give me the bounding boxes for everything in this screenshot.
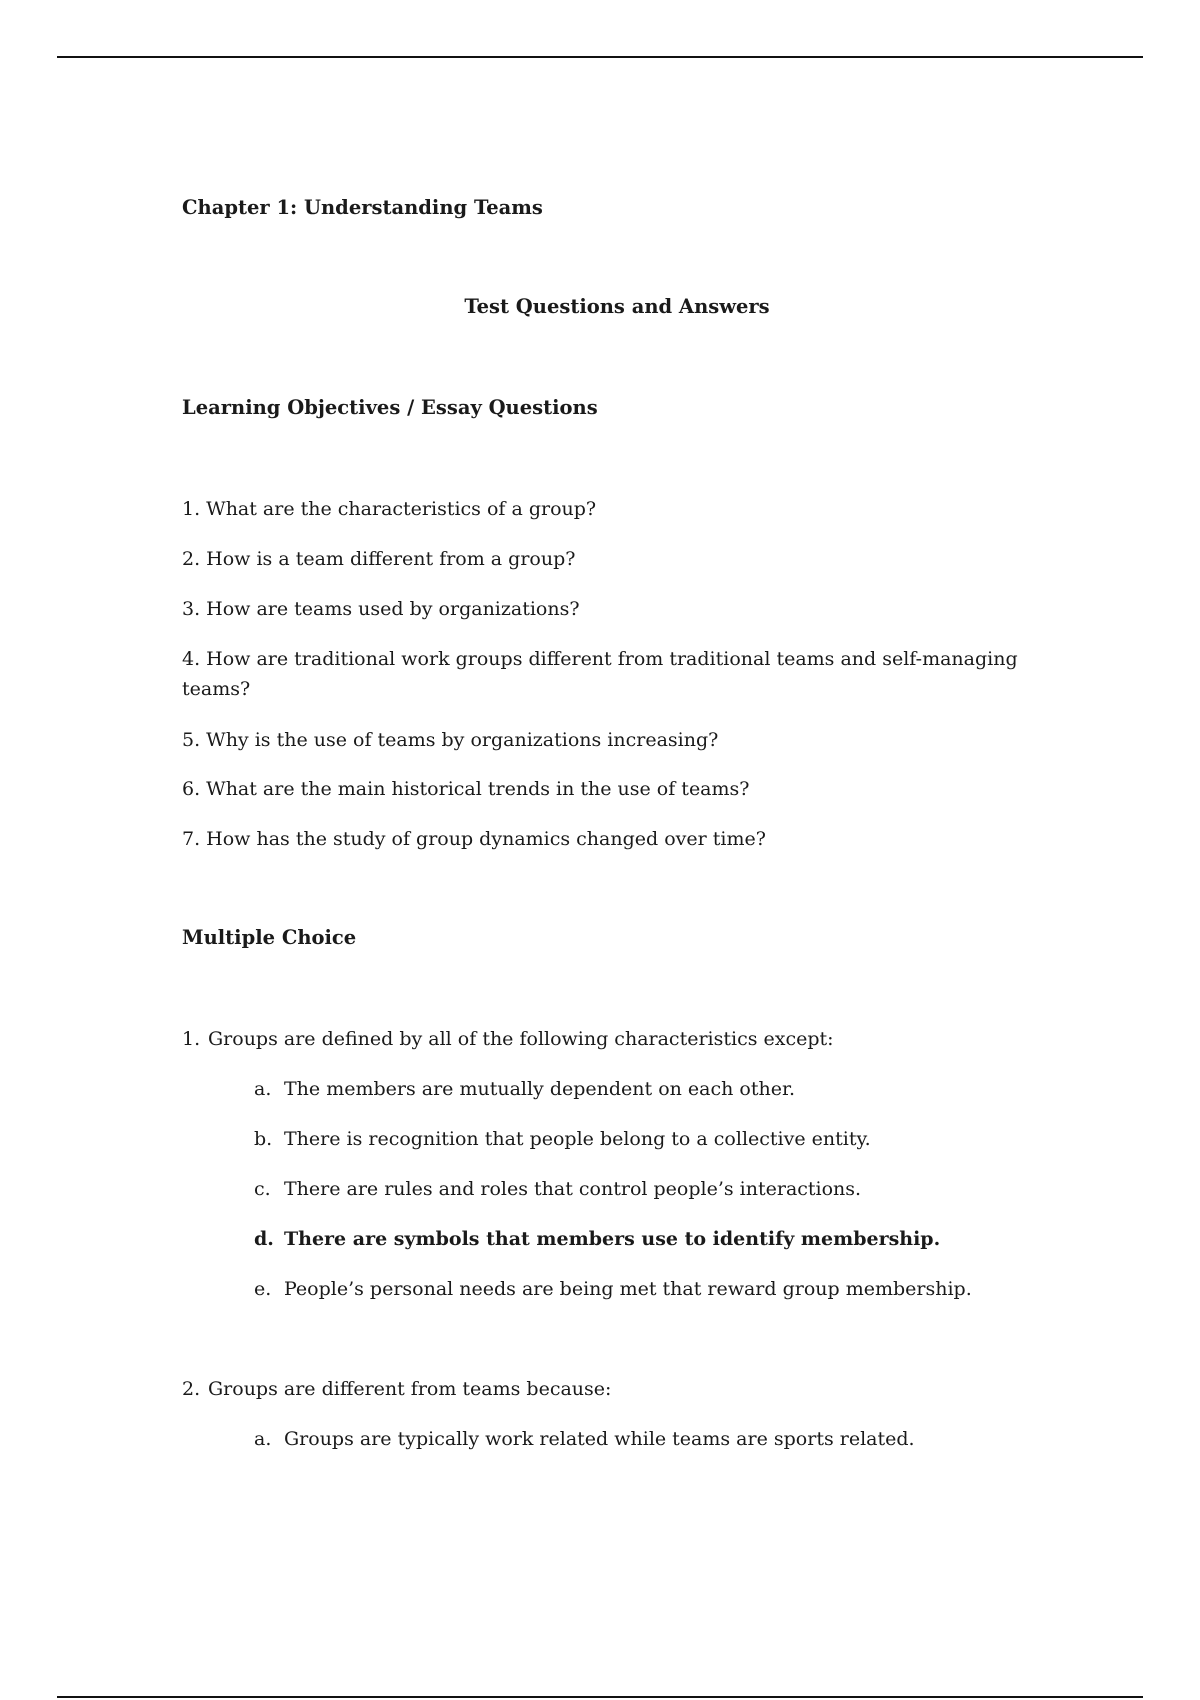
mc-question-number: 2. bbox=[182, 1378, 201, 1400]
mc-option-letter: b. bbox=[254, 1128, 273, 1150]
mc-option bbox=[254, 1278, 972, 1300]
mc-question-text: Groups are different from teams because: bbox=[208, 1378, 612, 1400]
essay-question: 5. Why is the use of teams by organizations increasing? bbox=[182, 729, 719, 751]
mc-option-text: The members are mutually dependent on each other. bbox=[284, 1078, 795, 1100]
mc-option-letter: a. bbox=[254, 1428, 272, 1450]
bottom-rule bbox=[57, 1696, 1143, 1698]
multiple-choice-heading: Multiple Choice bbox=[182, 926, 357, 949]
mc-option-text: People’s personal needs are being met that reward group membership. bbox=[284, 1278, 972, 1300]
mc-option-letter: d. bbox=[254, 1228, 274, 1250]
mc-option-text: There is recognition that people belong to a collective entity. bbox=[284, 1128, 871, 1150]
essay-section-heading: Learning Objectives / Essay Questions bbox=[182, 396, 598, 419]
mc-option-letter: c. bbox=[254, 1178, 271, 1200]
essay-question: 4. How are traditional work groups different from traditional teams and self-managing teams? bbox=[182, 648, 1018, 700]
essay-question: 2. How is a team different from a group? bbox=[182, 548, 576, 570]
chapter-title: Chapter 1: Understanding Teams bbox=[182, 196, 543, 219]
mc-option bbox=[254, 1128, 871, 1150]
mc-question bbox=[182, 1028, 834, 1050]
page-subtitle: Test Questions and Answers bbox=[464, 295, 770, 318]
essay-question: 3. How are teams used by organizations? bbox=[182, 598, 580, 620]
mc-option-correct-answer bbox=[254, 1228, 940, 1250]
mc-question-text: Groups are defined by all of the following characteristics except: bbox=[208, 1028, 834, 1050]
mc-option bbox=[254, 1428, 915, 1450]
mc-option bbox=[254, 1078, 795, 1100]
mc-option-text: There are symbols that members use to identify membership. bbox=[284, 1228, 941, 1250]
mc-question-number: 1. bbox=[182, 1028, 201, 1050]
mc-option bbox=[254, 1178, 861, 1200]
mc-option-letter: e. bbox=[254, 1278, 272, 1300]
essay-question: 6. What are the main historical trends in the use of teams? bbox=[182, 778, 750, 800]
essay-question: 7. How has the study of group dynamics changed over time? bbox=[182, 828, 766, 850]
mc-option-text: There are rules and roles that control people’s interactions. bbox=[284, 1178, 862, 1200]
essay-question: 1. What are the characteristics of a group? bbox=[182, 498, 597, 520]
top-rule bbox=[57, 56, 1143, 58]
mc-question bbox=[182, 1378, 611, 1400]
mc-option-letter: a. bbox=[254, 1078, 272, 1100]
mc-option-text: Groups are typically work related while teams are sports related. bbox=[284, 1428, 915, 1450]
